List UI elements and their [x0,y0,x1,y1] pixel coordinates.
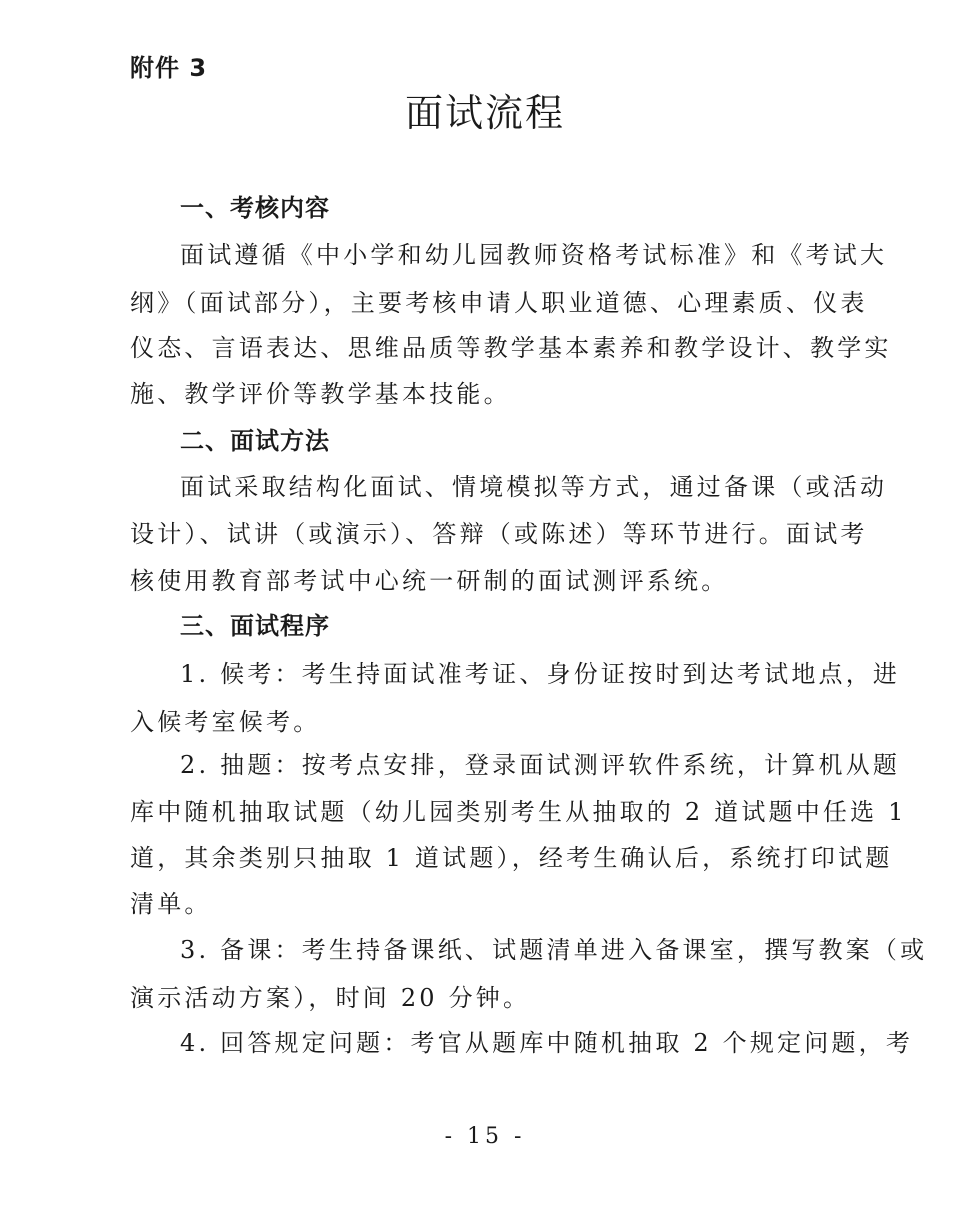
section-heading: 二、面试方法 [180,427,330,455]
paragraph-line: 演示活动方案），时间 20 分钟。 [130,984,531,1012]
paragraph-line: 设计）、试讲（或演示）、答辩（或陈述）等环节进行。面试考 [130,520,868,548]
paragraph-line: 库中随机抽取试题（幼儿园类别考生从抽取的 2 道试题中任选 1 [130,798,907,826]
section-heading: 一、考核内容 [180,194,330,222]
paragraph-line: 核使用教育部考试中心统一研制的面试测评系统。 [130,567,729,595]
paragraph-line: 纲》（面试部分），主要考核申请人职业道德、心理素质、仪表 [130,289,868,317]
document-title: 面试流程 [404,91,565,135]
paragraph-line: 道，其余类别只抽取 1 道试题），经考生确认后，系统打印试题 [130,844,893,872]
section-heading: 三、面试程序 [180,612,330,640]
paragraph-line: 施、教学评价等教学基本技能。 [130,380,511,408]
paragraph-line: 面试采取结构化面试、情境模拟等方式，通过备课（或活动 [180,473,888,501]
attachment-label: 附件 3 [130,54,208,82]
paragraph-line: 2. 抽题：按考点安排，登录面试测评软件系统，计算机从题 [180,751,901,779]
paragraph-line: 清单。 [130,890,212,918]
paragraph-line: 仪态、言语表达、思维品质等教学基本素养和教学设计、教学实 [130,334,892,362]
paragraph-line: 1. 候考：考生持面试准考证、身份证按时到达考试地点，进 [180,660,901,688]
paragraph-line: 3. 备课：考生持备课纸、试题清单进入备课室，撰写教案（或 [180,936,928,964]
paragraph-line: 入候考室候考。 [130,708,321,736]
paragraph-line: 面试遵循《中小学和幼儿园教师资格考试标准》和《考试大 [180,241,888,269]
page-number: - 15 - [444,1124,526,1149]
paragraph-line: 4. 回答规定问题：考官从题库中随机抽取 2 个规定问题，考 [180,1029,914,1057]
